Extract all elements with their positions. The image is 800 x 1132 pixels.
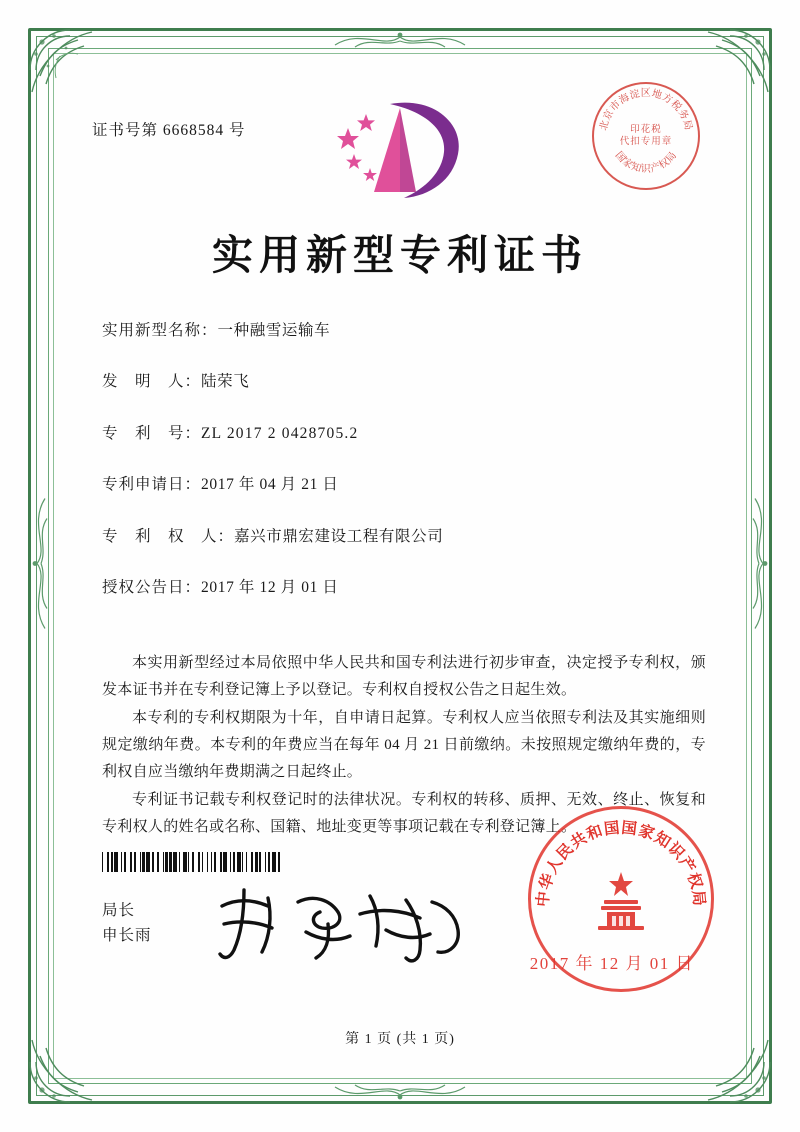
seal-arc-text: 中华人民共和国国家知识产权局 bbox=[532, 817, 710, 908]
handwritten-signature-icon bbox=[210, 880, 470, 970]
field-label: 专 利 号： bbox=[102, 424, 202, 442]
field-value: 一种融雪运输车 bbox=[217, 322, 331, 339]
tax-stamp-line2: 代扣专用章 bbox=[619, 137, 673, 147]
signature-block bbox=[102, 898, 152, 948]
page-title: 实用新型专利证书 bbox=[212, 231, 588, 279]
svg-text:国家知识产权局 bbox=[613, 149, 680, 175]
field-value: 2017 年 12 月 01 日 bbox=[201, 579, 339, 597]
signature-name: 申长雨 bbox=[102, 927, 152, 944]
field-invention-name bbox=[102, 320, 710, 342]
barcode-bar bbox=[280, 852, 281, 872]
field-label: 发 明 人： bbox=[102, 373, 202, 391]
field-list bbox=[102, 320, 710, 629]
field-inventor bbox=[102, 371, 710, 393]
tax-stamp-seal bbox=[592, 82, 700, 190]
paragraph-2: 本专利的专利权期限为十年，自申请日起算。专利权人应当依照专利法及其实施细则规定缴纳年费。本专利的年费应当在每年 04 月 21 日前缴纳。未按照规定缴纳年费的，专利权自应当缴纳年费期满之日起终止。 bbox=[102, 710, 706, 780]
field-application-date bbox=[102, 474, 710, 496]
signature-role-label: 局长 bbox=[102, 902, 136, 919]
tax-stamp-arc-top: 北京市海淀区地方税务局 bbox=[598, 88, 694, 132]
field-patent-number bbox=[102, 423, 710, 445]
field-value: 2017 年 04 月 21 日 bbox=[201, 476, 339, 494]
cnipa-logo-icon bbox=[330, 92, 470, 212]
barcode bbox=[102, 852, 320, 872]
field-label: 实用新型名称： bbox=[102, 322, 218, 339]
field-label: 专 利 权 人： bbox=[102, 527, 235, 545]
tax-stamp-line1: 印花税 bbox=[630, 125, 662, 135]
seal-date: 2017 年 12 月 01 日 bbox=[529, 954, 694, 973]
field-value: 陆荣飞 bbox=[201, 373, 250, 391]
field-label: 专利申请日： bbox=[102, 476, 202, 494]
field-value: 嘉兴市鼎宏建设工程有限公司 bbox=[234, 527, 444, 545]
field-patentee bbox=[102, 526, 710, 548]
field-value: ZL 2017 2 0428705.2 bbox=[201, 424, 359, 442]
field-label: 授权公告日： bbox=[102, 579, 202, 597]
field-grant-announcement-date bbox=[102, 577, 710, 599]
national-emblem-icon bbox=[588, 870, 654, 932]
tax-stamp-arc-bottom: 国家知识产权局 bbox=[612, 149, 680, 175]
page-footer: 第 1 页 (共 1 页) bbox=[345, 1032, 455, 1047]
paragraph-1: 本实用新型经过本局依照中华人民共和国专利法进行初步审查，决定授予专利权，颁发本证书并在专利登记簿上予以登记。专利权自授权公告之日起生效。 bbox=[102, 655, 706, 698]
certificate-content bbox=[80, 80, 720, 1052]
tax-stamp-inner bbox=[592, 124, 700, 148]
paragraph-3: 专利证书记载专利权登记时的法律状况。专利权的转移、质押、无效、终止、恢复和专利权人的姓名或名称、国籍、地址变更等事项记载在专利登记簿上。 bbox=[102, 792, 706, 835]
certificate-number: 证书号第 6668584 号 bbox=[92, 122, 246, 139]
